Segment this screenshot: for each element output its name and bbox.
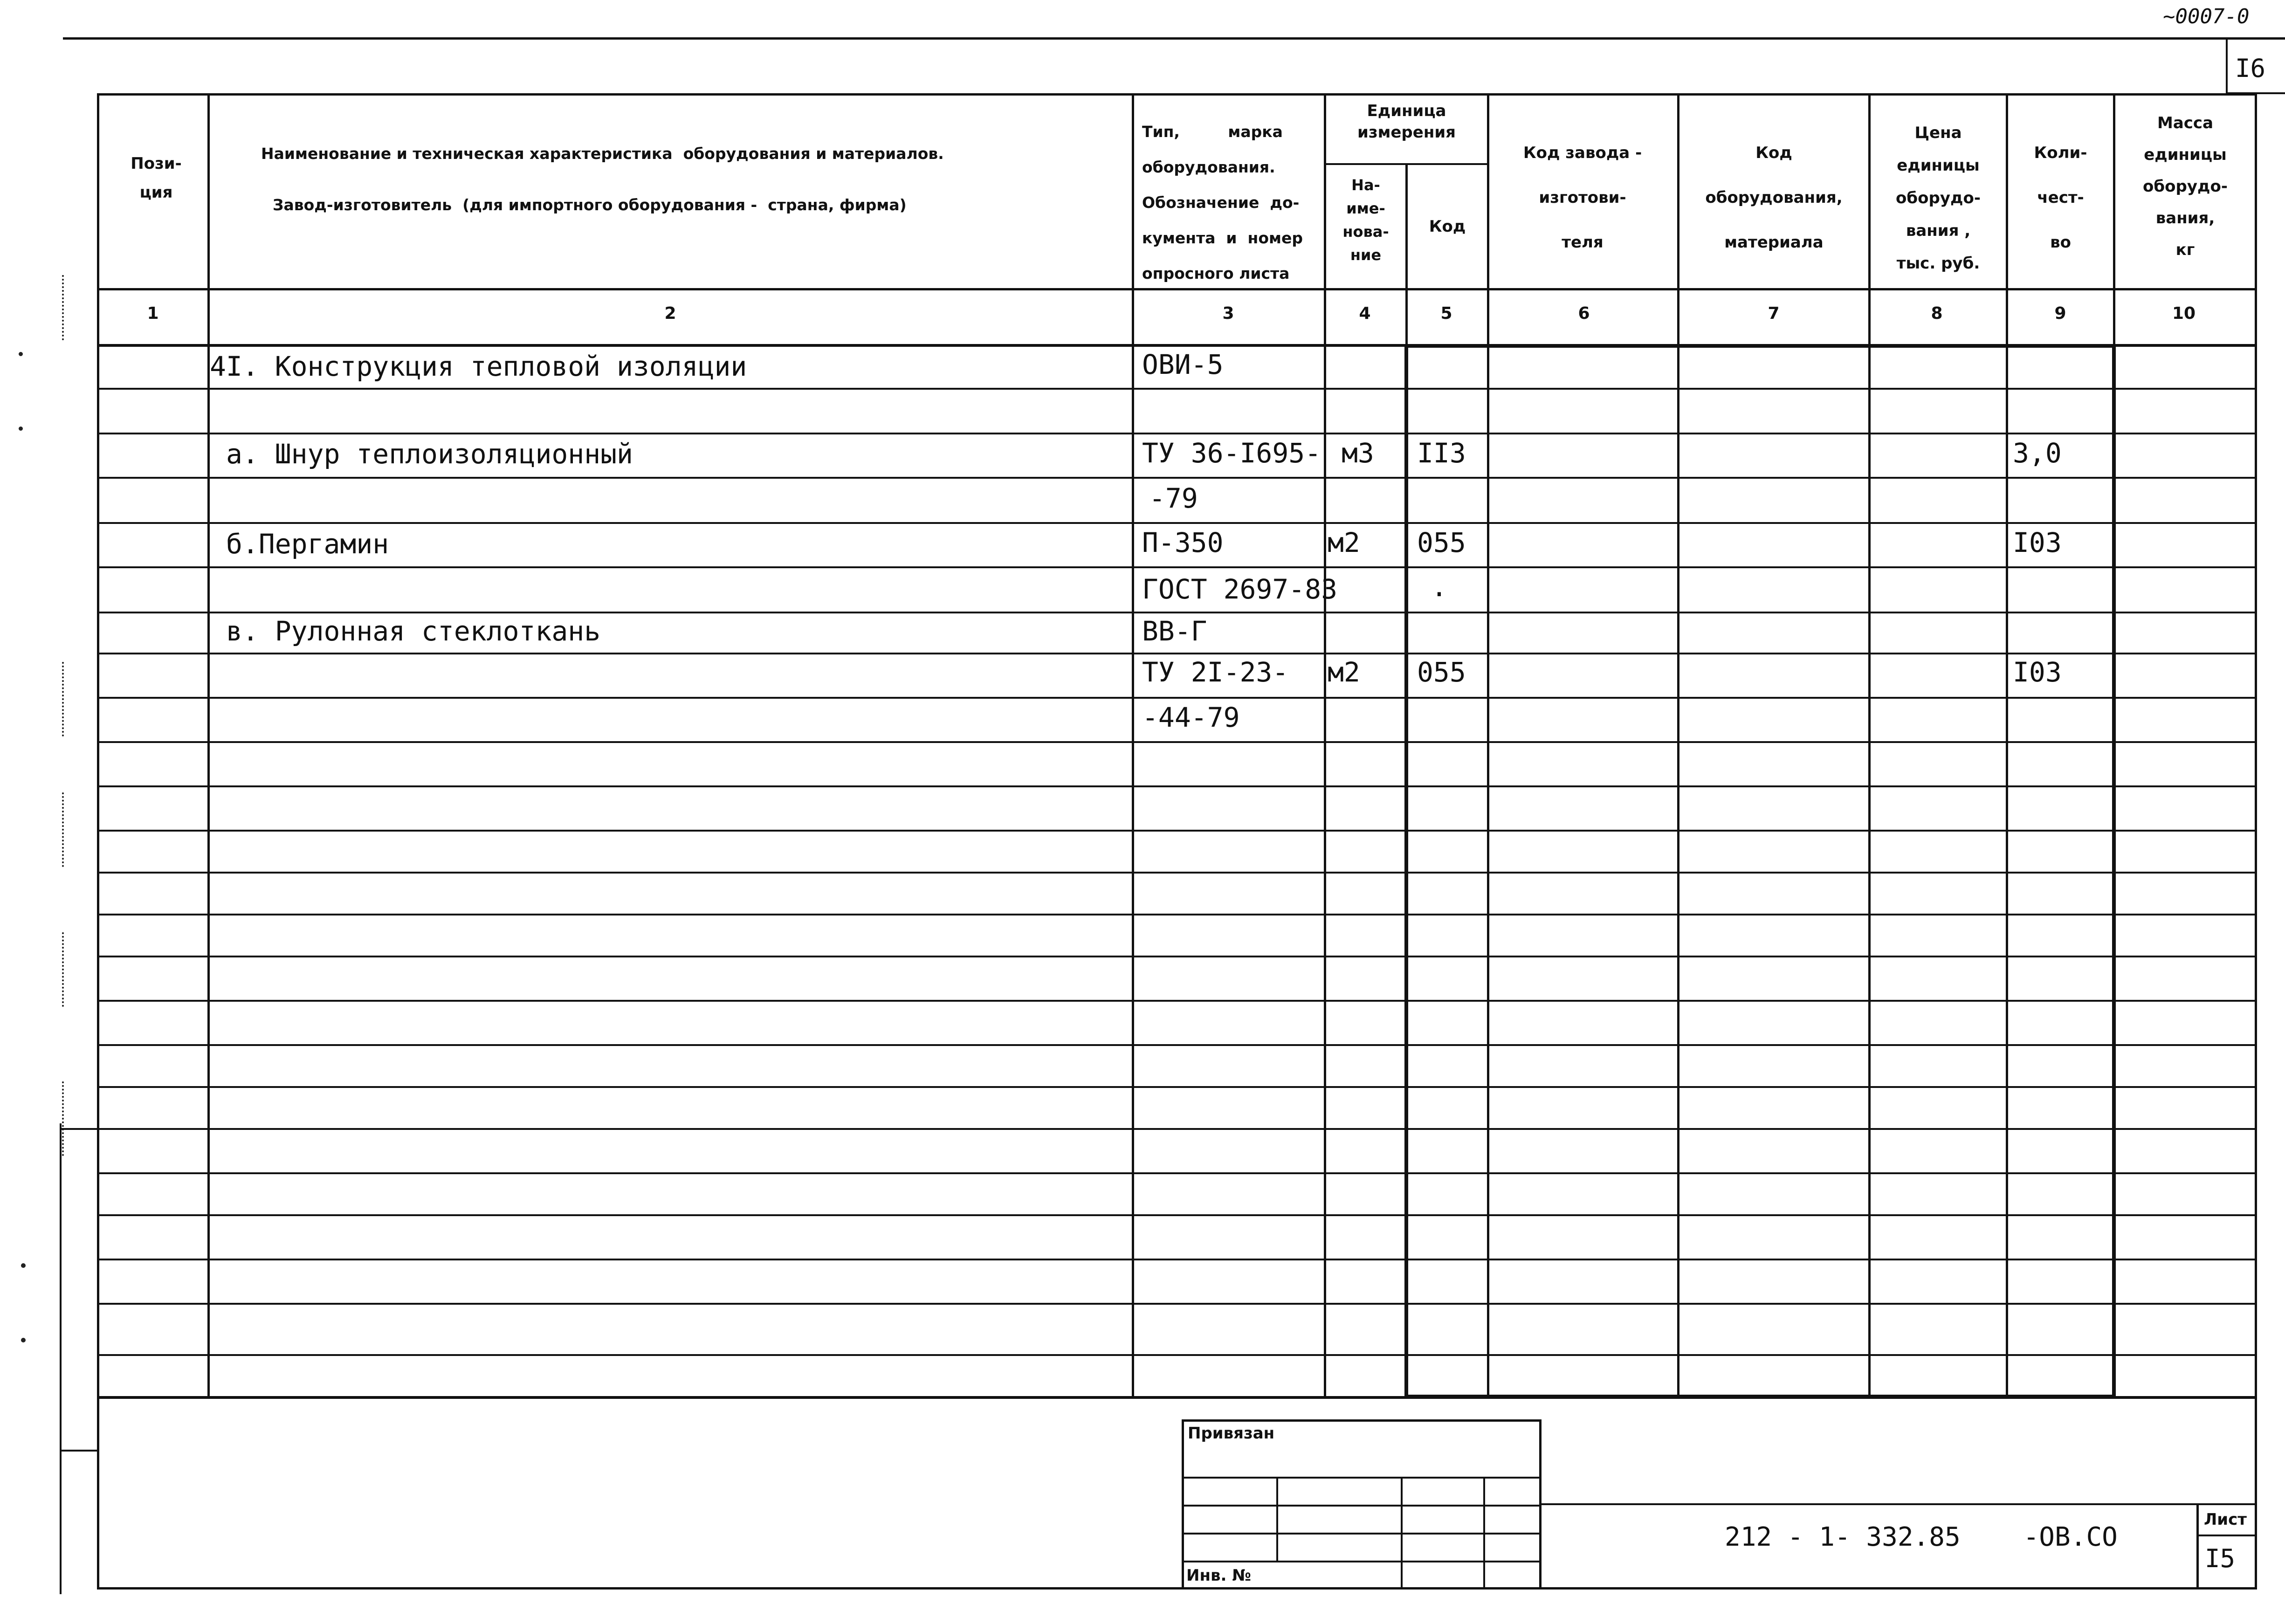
sheet-number: I6 [2235, 54, 2266, 83]
table-bottom-line [97, 1396, 2257, 1399]
header-quantity: Коли- чест- во [2034, 144, 2087, 252]
colnum-6: 6 [1578, 304, 1590, 323]
header-price: Цена единицы оборудо- вания , тыс. руб. [1896, 124, 1981, 273]
row-5-type: П-350 [1142, 527, 1224, 558]
stamp-bound-label: Привязан [1188, 1424, 1275, 1443]
scan-speck [19, 352, 23, 356]
row-line [97, 1214, 2257, 1216]
scan-speck [21, 1338, 26, 1342]
row-line [97, 1086, 2257, 1088]
margin-marks [58, 261, 68, 1100]
corner-fragment: ~0007-0 [2163, 5, 2250, 28]
header-unit-name: На- име- нова- ние [1342, 176, 1389, 264]
binding-tick-1 [60, 1128, 97, 1130]
top-border-line [63, 37, 2285, 40]
row-line [97, 653, 2257, 654]
row-line [97, 612, 2257, 613]
header-mass: Масса единицы оборудо- вания, кг [2143, 114, 2228, 259]
row-line [97, 741, 2257, 743]
stamp-line-3 [1182, 1533, 1542, 1535]
row-8-unit: м2 [1328, 656, 1360, 688]
row-line [97, 830, 2257, 832]
colnum-4: 4 [1359, 304, 1371, 323]
row-line [97, 1128, 2257, 1130]
header-unit-code: Код [1429, 217, 1466, 236]
row-3-qty: 3,0 [2013, 437, 2062, 469]
row-line [97, 522, 2257, 524]
row-line [97, 433, 2257, 434]
row-8-code: 055 [1417, 656, 1466, 688]
row-6-type: ГОСТ 2697-83 [1142, 573, 1338, 605]
colnum-3: 3 [1222, 304, 1234, 323]
stamp-line-2 [1182, 1505, 1542, 1507]
row-line [97, 914, 2257, 915]
scan-speck [21, 1263, 26, 1268]
row-3-type: ТУ 36-I695- [1142, 437, 1321, 469]
row-7-name: в. Рулонная стеклоткань [226, 615, 601, 647]
row-line [97, 1354, 2257, 1356]
scan-speck [19, 427, 23, 431]
colnum-2: 2 [664, 304, 676, 323]
header-factory-code: Код завода - изготови- теля [1523, 144, 1642, 252]
colnum-9: 9 [2054, 304, 2066, 323]
left-binding-line [60, 1123, 62, 1594]
row-3-code: II3 [1417, 437, 1466, 469]
stamp-vline-3 [1483, 1477, 1485, 1590]
row-8-qty: I03 [2013, 656, 2062, 688]
row-line [97, 477, 2257, 479]
colnum-8: 8 [1931, 304, 1943, 323]
row-3-unit: м3 [1342, 437, 1374, 469]
colnum-1: 1 [147, 304, 159, 323]
row-5-name: б.Пергамин [226, 528, 389, 560]
row-line [97, 1000, 2257, 1002]
row-9-type: -44-79 [1142, 702, 1240, 733]
row-1-name: 4I. Конструкция тепловой изоляции [210, 351, 747, 382]
stamp-line-4 [1182, 1561, 1542, 1562]
row-line [97, 1303, 2257, 1305]
numbers-bottom-line [97, 344, 2257, 347]
row-6-code: . [1431, 571, 1447, 603]
row-line [97, 956, 2257, 957]
row-line [97, 785, 2257, 787]
row-5-unit: м2 [1328, 527, 1360, 558]
row-line [97, 872, 2257, 874]
stamp-sheet-divider [2196, 1535, 2257, 1536]
row-line [97, 388, 2257, 390]
colnum-10: 10 [2172, 304, 2196, 323]
header-unit-group: Единица измерения [1357, 102, 1456, 142]
sheet-box-left [2226, 40, 2228, 93]
stamp-inv-label: Инв. № [1186, 1566, 1252, 1585]
row-5-qty: I03 [2013, 527, 2062, 558]
stamp-sheet-label: Лист [2204, 1510, 2247, 1529]
header-name-line2: Завод-изготовитель (для импортного оборудования - страна, фирма) [273, 196, 907, 214]
stamp-sheet-value: I5 [2205, 1544, 2236, 1573]
stamp-vline-2 [1401, 1477, 1403, 1590]
header-equipment-code: Код оборудования, материала [1705, 144, 1843, 252]
stamp-doc-code: 212 - 1- 332.85 -ОВ.СО [1725, 1522, 2118, 1552]
row-4-type: -79 [1149, 482, 1198, 514]
row-line [97, 566, 2257, 568]
row-7-type: ВВ-Г [1142, 615, 1207, 647]
header-position: Пози- ция [131, 154, 182, 202]
row-5-code: 055 [1417, 527, 1466, 558]
thick-column-block [1404, 344, 2116, 1398]
unit-group-divider [1324, 163, 1489, 165]
row-1-type: ОВИ-5 [1142, 349, 1224, 380]
header-type: Тип, марка оборудования. Обозначение до- кумента и номер опросного листа [1142, 123, 1303, 282]
row-line [97, 1259, 2257, 1260]
stamp-line-1 [1182, 1477, 1542, 1479]
row-line [97, 1172, 2257, 1174]
colnum-5: 5 [1440, 304, 1452, 323]
row-line [97, 1044, 2257, 1046]
row-3-name: а. Шнур теплоизоляционный [226, 438, 633, 470]
row-8-type: ТУ 2I-23- [1142, 656, 1289, 688]
colnum-7: 7 [1768, 304, 1780, 323]
stamp-code-top-line [1542, 1503, 2257, 1505]
binding-tick-2 [60, 1450, 97, 1452]
header-name-line1: Наименование и техническая характеристика оборудования и материалов. [261, 145, 944, 163]
row-line [97, 697, 2257, 699]
stamp-vline-1 [1276, 1477, 1278, 1561]
